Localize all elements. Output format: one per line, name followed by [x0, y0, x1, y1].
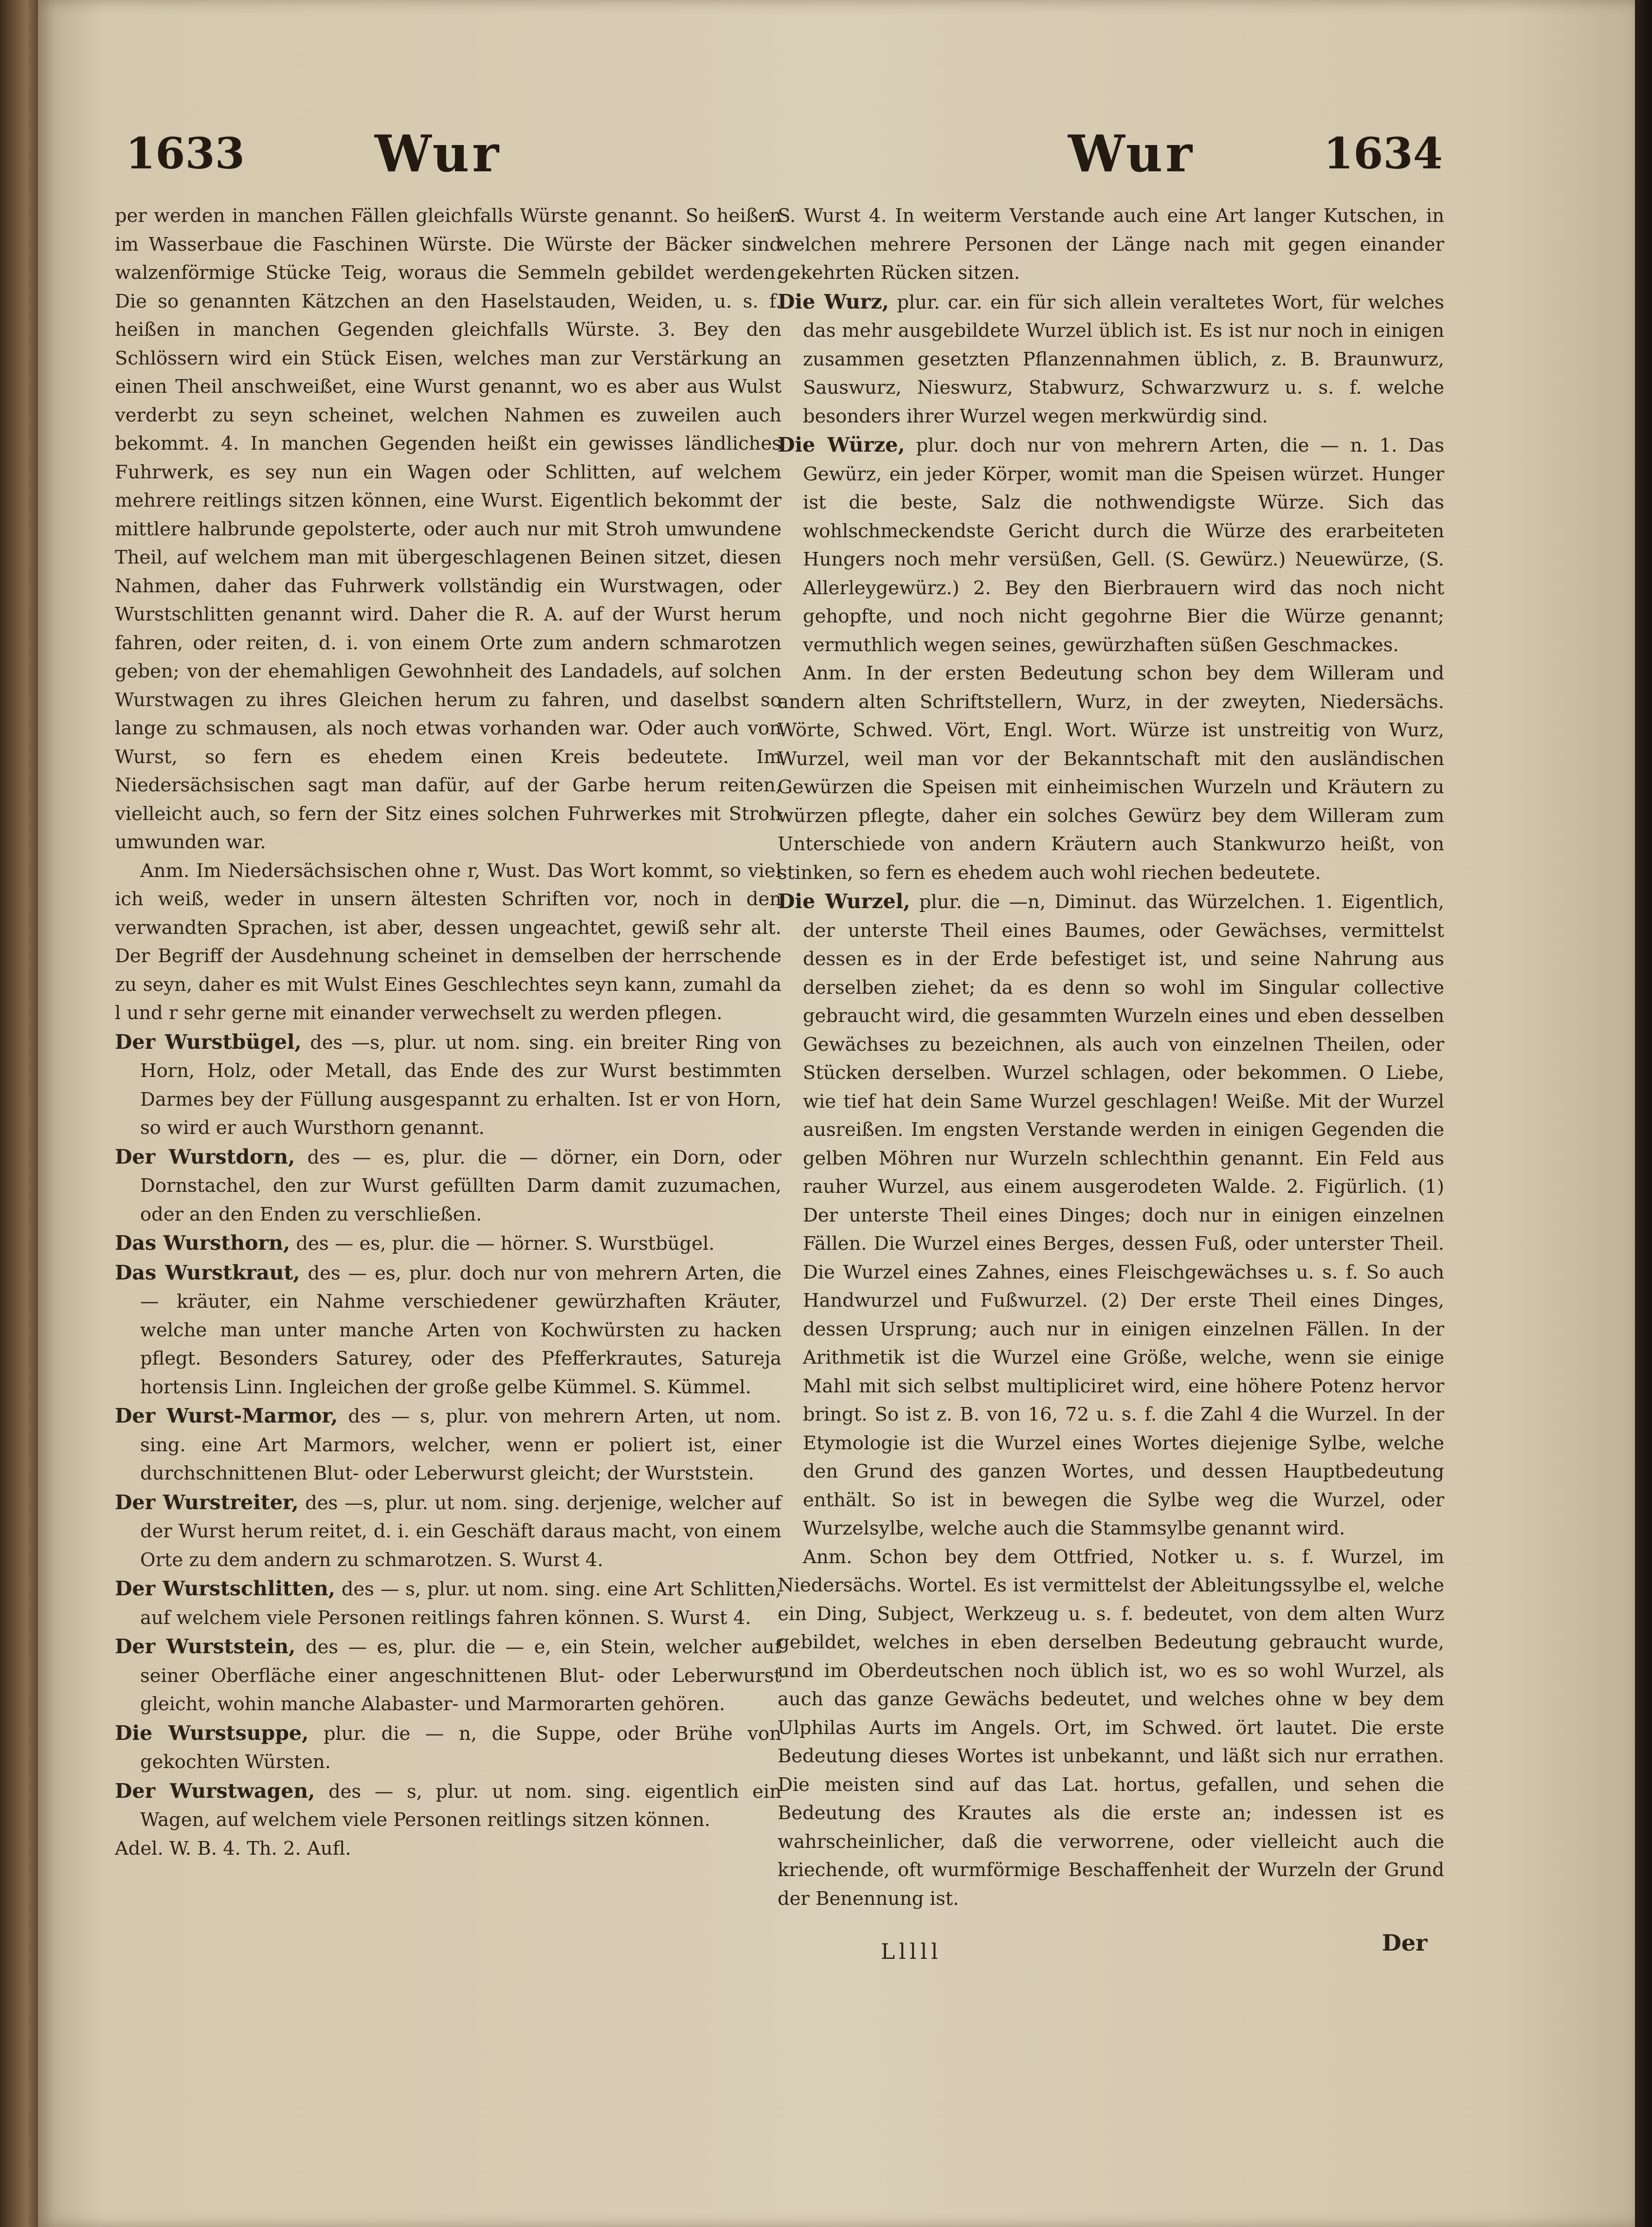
entry-headword: Der Wurstbügel, [115, 1030, 302, 1054]
dictionary-entry [778, 431, 1444, 659]
dictionary-entry [115, 1028, 781, 1143]
entry-text: des — s, plur. von mehrern Arten, ut nom. sing. eine Art Marmors, welcher, wenn er poliert ist, einer durchschnittenen Blut- oder Leberwurst gleicht; der Wurststein. [140, 1406, 781, 1484]
entry-headword: Die Wurz, [778, 290, 889, 313]
page-right-shadow [1635, 0, 1652, 2227]
entry-text: plur. car. ein für sich allein veraltetes Wort, für welches das mehr ausgebildete Wurzel üblich ist. Es ist nur noch in einigen zusammen gesetzten Pflanzennahmen üblich, z. B. Braunwurz, Sauswurz, Nieswurz, Stabwurz, Schwarzwurz u. s. f. welche besonders ihrer Wurzel wegen merkwürdig sind. [803, 291, 1444, 427]
annotation-paragraph: Anm. Im Niedersächsischen ohne r, Wust. Das Wort kommt, so viel ich weiß, weder in unsern ältesten Schriften vor, noch in den verwandten Sprachen, ist aber, dessen ungeachtet, gewiß sehr alt. Der Begriff der Ausdehnung scheinet in demselben der herrschende zu seyn, daher es mit Wulst Eines Geschlechtes seyn kann, zumahl da l und r sehr gerne mit einander verwechselt zu werden pflegen. [115, 859, 781, 1024]
entry-headword: Der Wurststein, [115, 1635, 296, 1658]
left-running-headword: Wur [375, 123, 502, 183]
dictionary-entry [115, 1574, 781, 1632]
entry-text: des — es, plur. die — e, ein Stein, welcher auf seiner Oberfläche einer angeschnittenen Blut- oder Leberwurst gleicht, wohin manche Alabaster- und Marmorarten gehören. [140, 1636, 781, 1715]
entry-headword: Der Wurstschlitten, [115, 1577, 335, 1600]
right-running-headword: Wur [1068, 123, 1195, 183]
entry-text: des —s, plur. ut nom. sing. derjenige, welcher auf der Wurst herum reitet, d. i. ein Geschäft daraus macht, von einem Orte zu dem andern zu schmarotzen. S. Wurst 4. [140, 1492, 781, 1571]
right-page-number: 1634 [1324, 128, 1443, 179]
left-text-column [115, 202, 781, 1863]
entry-text: des — s, plur. ut nom. sing. eigentlich ein Wagen, auf welchem viele Personen reitlings sitzen können. [140, 1780, 781, 1831]
dictionary-entry [115, 1719, 781, 1777]
dictionary-entry [778, 288, 1444, 431]
entry-headword: Die Wurzel, [778, 890, 910, 913]
entry-headword: Der Wurstwagen, [115, 1779, 315, 1803]
entry-text: des — es, plur. die — hörner. S. Wurstbügel. [296, 1233, 715, 1255]
entry-text: des —s, plur. ut nom. sing. ein breiter Ring von Horn, Holz, oder Metall, das Ende des zur Wurst bestimmten Darmes bey der Füllung ausgespannt zu erhalten. Ist er von Horn, so wird er auch Wursthorn genannt. [140, 1031, 781, 1139]
entry-headword: Das Wursthorn, [115, 1231, 290, 1255]
catchword: Der [1382, 1930, 1428, 1956]
annotation-paragraph: Anm. In der ersten Bedeutung schon bey dem Willeram und andern alten Schriftstellern, Wurz, in der zweyten, Niedersächs. Wörte, Schwed. Vört, Engl. Wort. Würze ist unstreitig von Wurz, Wurzel, weil man vor der Bekanntschaft mit den ausländischen Gewürzen die Speisen mit einheimischen Wurzeln und Kräutern zu würzen pflegte, daher ein solches Gewürz bey dem Willeram zum Unterschiede von andern Kräutern auch Stankwurzo heißt, von stinken, so fern es ehedem auch wohl riechen bedeutete. [778, 662, 1444, 884]
entry-headword: Der Wurstdorn, [115, 1145, 295, 1168]
dictionary-entry [778, 887, 1444, 1543]
dictionary-entry [115, 1259, 781, 1402]
right-text-column [778, 202, 1444, 1913]
dictionary-entry [115, 1777, 781, 1835]
entry-text: plur. doch nur von mehrern Arten, die — n. 1. Das Gewürz, ein jeder Körper, womit man die Speisen würzet. Hunger ist die beste, Salz die nothwendigste Würze. Sich das wohlschmeckendste Gericht durch die Würze des erarbeiteten Hungers noch mehr versüßen, Gell. (S. Gewürz.) Neuewürze, (S. Allerleygewürz.) 2. Bey den Bierbrauern wird das noch nicht gehopfte, und noch nicht gegohrne Bier die Würze genannt; vermuthlich wegen seines, gewürzhaften süßen Geschmackes. [803, 435, 1444, 656]
entry-text: des — es, plur. doch nur von mehrern Arten, die — kräuter, ein Nahme verschiedener gewürzhaften Kräuter, welche man unter manche Arten von Kochwürsten zu hacken pflegt. Besonders Saturey, oder des Pfefferkrautes, Satureja hortensis Linn. Ingleichen der große gelbe Kümmel. S. Kümmel. [140, 1262, 781, 1398]
dictionary-entry [115, 1402, 781, 1488]
entry-headword: Das Wurstkraut, [115, 1260, 300, 1284]
volume-signature: Adel. W. B. 4. Th. 2. Aufl. [115, 1837, 351, 1860]
entry-headword: Die Würze, [778, 433, 905, 456]
continued-paragraph: per werden in manchen Fällen gleichfalls Würste genannt. So heißen im Wasserbaue die Faschinen Würste. Die Würste der Bäcker sind walzenförmige Stücke Teig, woraus die Semmeln gebildet werden. Die so genannten Kätzchen an den Haselstauden, Weiden, u. s. f. heißen in manchen Gegenden gleichfalls Würste. 3. Bey den Schlössern wird ein Stück Eisen, welches man zur Verstärkung an einen Theil anschweißet, eine Wurst genannt, wo es aber aus Wulst verderbt zu seyn scheinet, welchen Nahmen es zuweilen auch bekommt. 4. In manchen Gegenden heißt ein gewisses ländliches Fuhrwerk, es sey nun ein Wagen oder Schlitten, auf welchem mehrere reitlings sitzen können, eine Wurst. Eigentlich bekommt der mittlere halbrunde gepolsterte, oder auch nur mit Stroh umwundene Theil, auf welchem man mit übergeschlagenen Beinen sitzet, diesen Nahmen, daher das Fuhrwerk vollständig ein Wurstwagen, oder Wurstschlitten genannt wird. Daher die R. A. auf der Wurst herum fahren, oder reiten, d. i. von einem Orte zum andern schmarotzen geben; von der ehemahligen Gewohnheit des Landadels, auf solchen Wurstwagen zu ihres Gleichen herum zu fahren, und daselbst so lange zu schmausen, als noch etwas vorhanden war. Oder auch von Wurst, so fern es ehedem einen Kreis bedeutete. Im Niedersächsischen sagt man dafür, auf der Garbe herum reiten, vielleicht auch, so fern der Sitz eines solchen Fuhrwerkes mit Stroh umwunden war. [115, 205, 781, 853]
continued-paragraph: S. Wurst 4. In weiterm Verstande auch eine Art langer Kutschen, in welchen mehrere Personen der Länge nach mit gegen einander gekehrten Rücken sitzen. [778, 205, 1444, 284]
book-spine-edge [0, 0, 38, 2227]
entry-text: des — es, plur. die — dörner, ein Dorn, oder Dornstachel, den zur Wurst gefüllten Darm damit zuzumachen, oder an den Enden zu verschließen. [140, 1146, 781, 1225]
dictionary-entry [115, 1632, 781, 1719]
dictionary-entry [115, 1143, 781, 1229]
entry-headword: Der Wurstreiter, [115, 1490, 299, 1514]
left-page-number: 1633 [126, 128, 245, 179]
entry-headword: Der Wurst-Marmor, [115, 1404, 338, 1427]
dictionary-entry [115, 1229, 781, 1259]
entry-headword: Die Wurstsuppe, [115, 1721, 309, 1745]
entry-text: plur. die —n, Diminut. das Würzelchen. 1. Eigentlich, der unterste Theil eines Baumes, oder Gewächses, vermittelst dessen es in der Erde befestiget ist, und seine Nahrung aus derselben ziehet; da es denn so wohl im Singular collective gebraucht wird, die gesammten Wurzeln eines und eben desselben Gewächses zu bezeichnen, als auch von einzelnen Theilen, oder Stücken derselben. Wurzel schlagen, oder bekommen. O Liebe, wie tief hat dein Same Wurzel geschlagen! Weiße. Mit der Wurzel ausreißen. Im engsten Verstande werden in einigen Gegenden die gelben Möhren nur Wurzeln schlechthin genannt. Ein Feld aus rauher Wurzel, aus einem ausgerodeten Walde. 2. Figürlich. (1) Der unterste Theil eines Dinges; doch nur in einigen einzelnen Fällen. Die Wurzel eines Berges, dessen Fuß, oder unterster Theil. Die Wurzel eines Zahnes, eines Fleischgewächses u. s. f. So auch Handwurzel und Fußwurzel. (2) Der erste Theil eines Dinges, dessen Ursprung; auch nur in einigen einzelnen Fällen. In der Arithmetik ist die Wurzel eine Größe, welche, wenn sie einige Mahl mit sich selbst multipliciret wird, eine höhere Potenz hervor bringt. So ist z. B. von 16, 72 u. s. f. die Zahl 4 die Wurzel. In der Etymologie ist die Wurzel eines Wortes diejenige Sylbe, welche den Grund des ganzen Wortes, und dessen Hauptbedeutung enthält. So ist in bewegen die Sylbe weg die Wurzel, oder Wurzelsylbe, welche auch die Stammsylbe genannt wird. [803, 891, 1444, 1539]
entry-text: des — s, plur. ut nom. sing. eine Art Schlitten, auf welchem viele Personen reitlings fahren können. S. Wurst 4. [140, 1578, 781, 1629]
dictionary-entry [115, 1488, 781, 1575]
annotation-paragraph: Anm. Schon bey dem Ottfried, Notker u. s. f. Wurzel, im Niedersächs. Wortel. Es ist vermittelst der Ableitungssylbe el, welche ein Ding, Subject, Werkzeug u. s. f. bedeutet, von dem alten Wurz gebildet, welches in eben derselben Bedeutung gebraucht wurde, und im Oberdeutschen noch üblich ist, wo es so wohl Wurzel, als auch das ganze Gewächs bedeutet, und welches ohne w bey dem Ulphilas Aurts im Angels. Ort, im Schwed. ört lautet. Die erste Bedeutung dieses Wortes ist unbekannt, und läßt sich nur errathen. Die meisten sind auf das Lat. hortus, gefallen, und sehen die Bedeutung des Krautes als die erste an; indessen ist es wahrscheinlicher, daß die verworrene, oder vielleicht auch die kriechende, oft wurmförmige Beschaffenheit der Wurzeln der Grund der Benennung ist. [778, 1546, 1444, 1910]
sheet-signature-mark: Lllll [881, 1939, 942, 1964]
entry-text: plur. die — n, die Suppe, oder Brühe von gekochten Würsten. [140, 1722, 782, 1773]
